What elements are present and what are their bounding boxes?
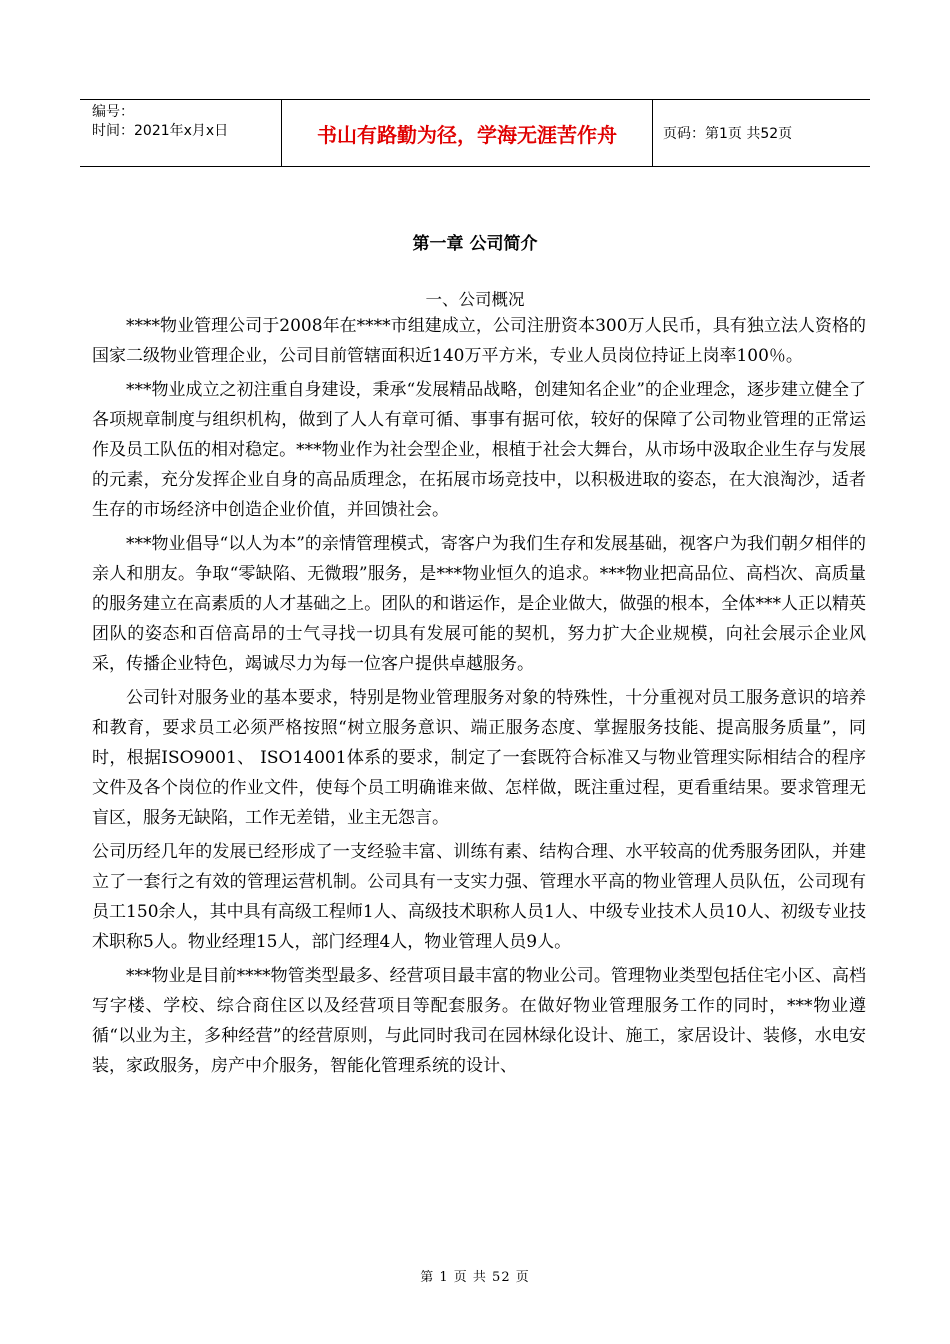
paragraph: ***物业成立之初注重自身建设，秉承“发展精品战略，创建知名企业”的企业理念，逐步建立健全了各项规章制度与组织机构，做到了人人有章可循、事事有据可依，较好的保障了公司物业管理的正常运作及员工队伍的相对稳定。***物业作为社会型企业，根植于社会大舞台，从市场中汲取企业生存与发展的元素，充分发挥企业自身的高品质理念，在拓展市场竞技中，以积极进取的姿态，在大浪淘沙，适者生存的市场经济中创造企业价值，并回馈社会。	[92, 380, 866, 520]
header-page-info: 页码：第1页 共52页	[663, 126, 793, 142]
paragraph: ***物业倡导“以人为本”的亲情管理模式，寄客户为我们生存和发展基础，视客户为我们朝夕相伴的亲人和朋友。争取“零缺陷、无微瑕”服务，是***物业恒久的追求。***物业把高品位、高档次、高质量的服务建立在高素质的人才基础之上。团队的和谐运作，是企业做大，做强的根本，全体***人正以精英团队的姿态和百倍高昂的士气寻找一切具有发展可能的契机，努力扩大企业规模，向社会展示企业风采，传播企业特色，竭诚尽力为每一位客户提供卓越服务。	[92, 534, 866, 674]
page-footer: 第 1 页 共 52 页	[420, 1270, 530, 1285]
section-title: 一、公司概况	[425, 290, 525, 309]
paragraph: 公司历经几年的发展已经形成了一支经验丰富、训练有素、结构合理、水平较高的优秀服务团队，并建立了一套行之有效的管理运营机制。公司具有一支实力强、管理水平高的物业管理人员队伍，公司现有员工150余人，其中具有高级工程师1人、高级技术职称人员1人、中级专业技术人员10人、初级专业技术职称5人。物业经理15人，部门经理4人，物业管理人员9人。	[92, 842, 866, 952]
header-meta-cell	[80, 100, 282, 166]
chapter-title: 第一章 公司简介	[412, 234, 538, 254]
document-header	[80, 99, 870, 167]
paragraph: ****物业管理公司于2008年在****市组建成立，公司注册资本300万人民币，具有独立法人资格的国家二级物业管理企业，公司目前管辖面积近140万平方米，专业人员岗位持证上岗率100％。	[92, 316, 866, 366]
paragraph: ***物业是目前****物管类型最多、经营项目最丰富的物业公司。管理物业类型包括住宅小区、高档写字楼、学校、综合商住区以及经营项目等配套服务。在做好物业管理服务工作的同时，***物业遵循“以业为主，多种经营”的经营原则，与此同时我司在园林绿化设计、施工，家居设计、装修，水电安装，家政服务，房产中介服务，智能化管理系统的设计、	[92, 966, 866, 1076]
paragraph: 公司针对服务业的基本要求，特别是物业管理服务对象的特殊性，十分重视对员工服务意识的培养和教育，要求员工必须严格按照“树立服务意识、端正服务态度、掌握服务技能、提高服务质量”，同时，根据ISO9001、 ISO14001体系的要求，制定了一套既符合标准又与物业管理实际相结合的程序文件及各个岗位的作业文件，使每个员工明确谁来做、怎样做，既注重过程，更看重结果。要求管理无盲区，服务无缺陷，工作无差错，业主无怨言。	[92, 688, 866, 828]
document-number-label: 编号：	[92, 104, 134, 120]
body-text	[92, 311, 866, 1085]
document-date-label: 时间：2021年x月x日	[92, 123, 229, 139]
header-motto: 书山有路勤为径，学海无涯苦作舟	[282, 100, 653, 166]
